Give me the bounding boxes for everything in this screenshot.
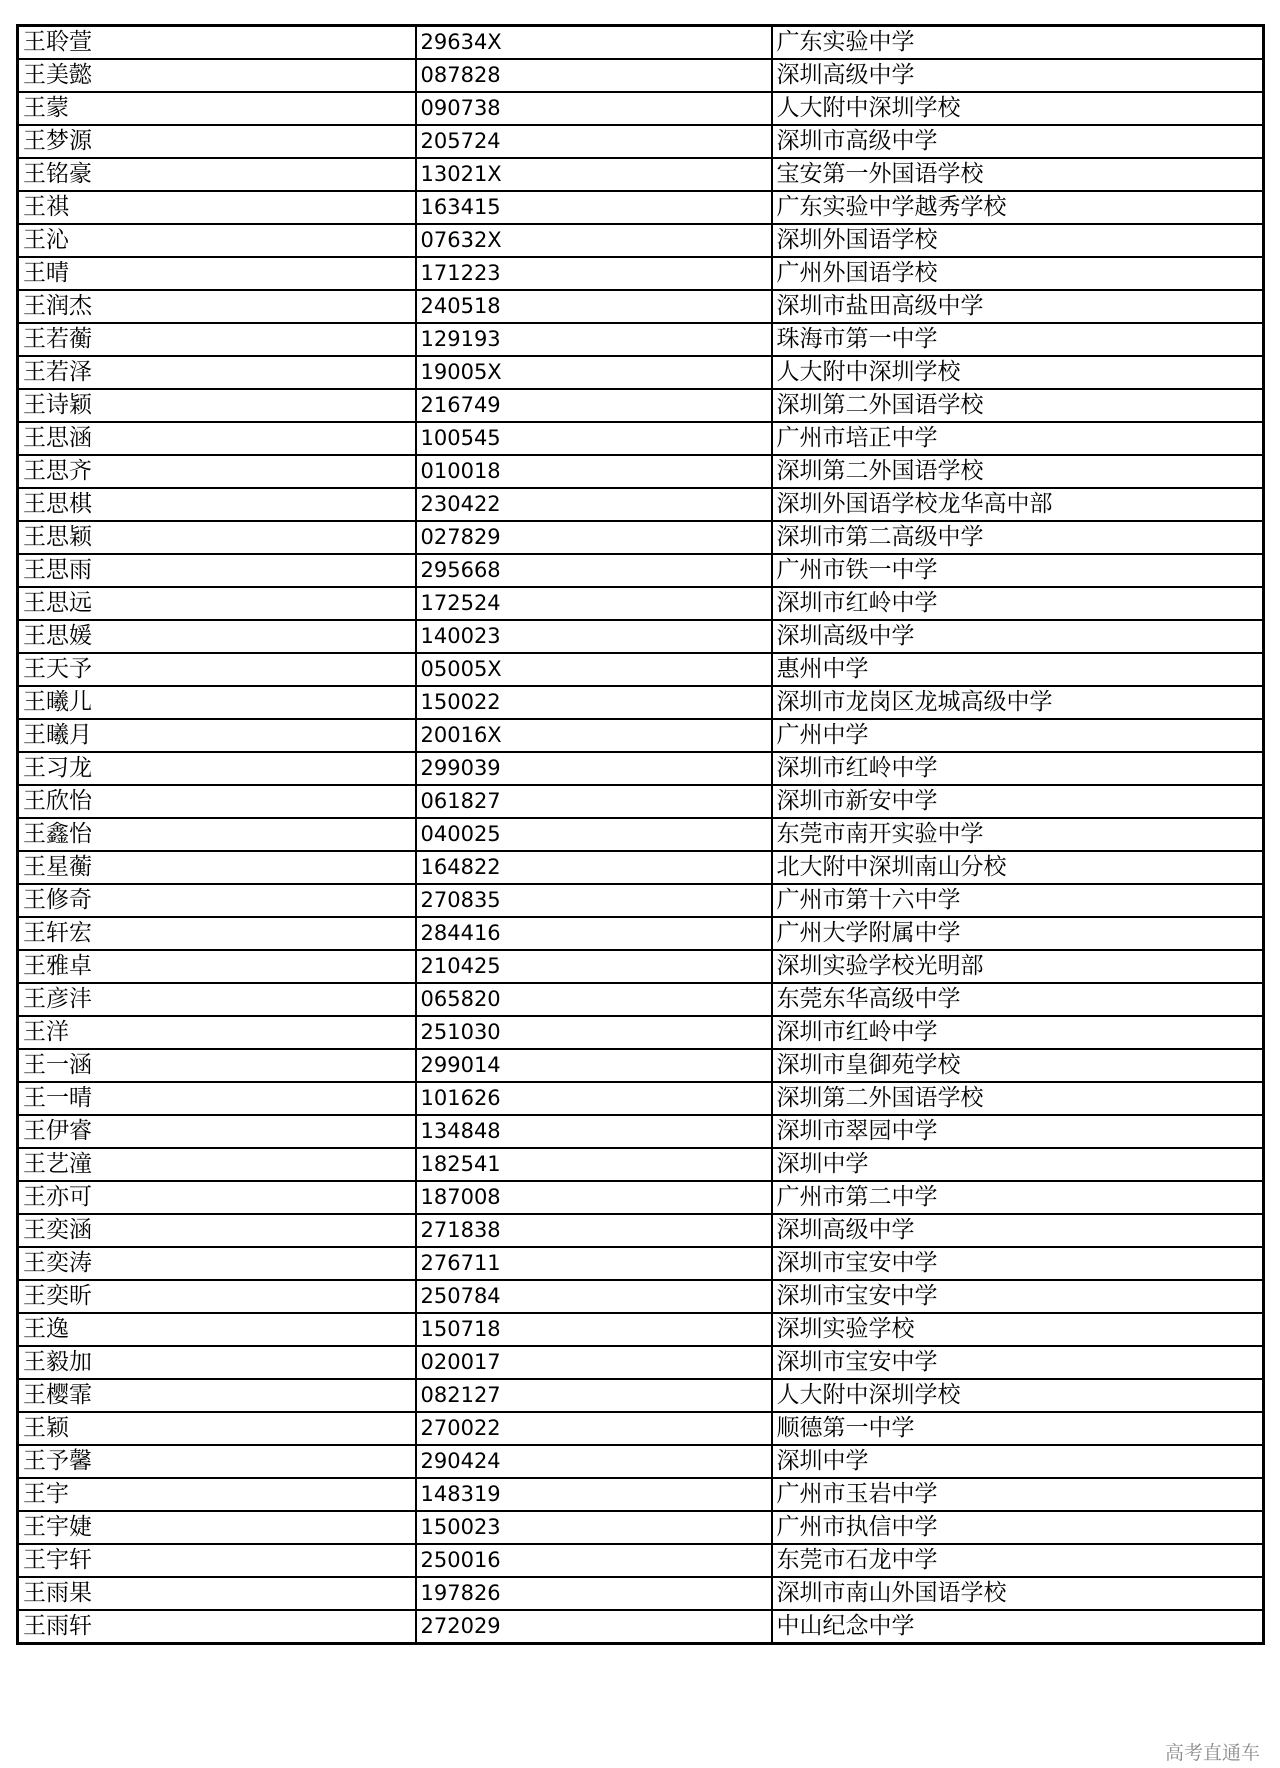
table-row: [18, 257, 1264, 290]
student-id-cell: 065820: [416, 983, 772, 1016]
table-row: [18, 455, 1264, 488]
student-id-cell: 150022: [416, 686, 772, 719]
school-name-cell: 深圳市新安中学: [772, 785, 1264, 818]
school-name-cell: 深圳市宝安中学: [772, 1280, 1264, 1313]
table-row: [18, 620, 1264, 653]
table-row: [18, 785, 1264, 818]
student-name-cell: 王思颖: [18, 521, 416, 554]
student-id-cell: 250784: [416, 1280, 772, 1313]
student-name-cell: 王天予: [18, 653, 416, 686]
student-id-cell: 13021X: [416, 158, 772, 191]
table-row: [18, 884, 1264, 917]
student-id-cell: 087828: [416, 59, 772, 92]
table-row: [18, 1115, 1264, 1148]
student-id-cell: 240518: [416, 290, 772, 323]
student-name-cell: 王奕涵: [18, 1214, 416, 1247]
student-id-cell: 082127: [416, 1379, 772, 1412]
table-row: [18, 1082, 1264, 1115]
student-name-cell: 王思雨: [18, 554, 416, 587]
school-name-cell: 深圳中学: [772, 1148, 1264, 1181]
table-row: [18, 1577, 1264, 1610]
school-name-cell: 深圳市宝安中学: [772, 1247, 1264, 1280]
student-id-cell: 250016: [416, 1544, 772, 1577]
school-name-cell: 东莞市南开实验中学: [772, 818, 1264, 851]
student-id-cell: 216749: [416, 389, 772, 422]
student-name-cell: 王思媛: [18, 620, 416, 653]
school-name-cell: 深圳第二外国语学校: [772, 1082, 1264, 1115]
student-name-cell: 王雅卓: [18, 950, 416, 983]
student-name-cell: 王彦沣: [18, 983, 416, 1016]
student-id-cell: 150023: [416, 1511, 772, 1544]
student-name-cell: 王铭豪: [18, 158, 416, 191]
student-name-cell: 王沁: [18, 224, 416, 257]
student-name-cell: 王宇轩: [18, 1544, 416, 1577]
watermark: 高考直通车: [1164, 1742, 1260, 1764]
table-row: [18, 1478, 1264, 1511]
school-name-cell: 深圳外国语学校龙华高中部: [772, 488, 1264, 521]
school-name-cell: 深圳市红岭中学: [772, 587, 1264, 620]
student-id-cell: 271838: [416, 1214, 772, 1247]
school-name-cell: 北大附中深圳南山分校: [772, 851, 1264, 884]
table-row: [18, 92, 1264, 125]
student-id-cell: 251030: [416, 1016, 772, 1049]
student-name-cell: 王思齐: [18, 455, 416, 488]
student-id-cell: 290424: [416, 1445, 772, 1478]
student-id-cell: 284416: [416, 917, 772, 950]
table-row: [18, 26, 1264, 60]
student-id-cell: 210425: [416, 950, 772, 983]
school-name-cell: 广州市玉岩中学: [772, 1478, 1264, 1511]
school-name-cell: 深圳实验学校光明部: [772, 950, 1264, 983]
table-row: [18, 191, 1264, 224]
school-name-cell: 深圳高级中学: [772, 59, 1264, 92]
table-row: [18, 1181, 1264, 1214]
student-id-cell: 276711: [416, 1247, 772, 1280]
table-row: [18, 59, 1264, 92]
student-name-cell: 王鑫怡: [18, 818, 416, 851]
table-row: [18, 1412, 1264, 1445]
school-name-cell: 深圳高级中学: [772, 1214, 1264, 1247]
school-name-cell: 广州市执信中学: [772, 1511, 1264, 1544]
table-row: [18, 521, 1264, 554]
school-name-cell: 人大附中深圳学校: [772, 1379, 1264, 1412]
student-id-cell: 230422: [416, 488, 772, 521]
table-row: [18, 1346, 1264, 1379]
school-name-cell: 中山纪念中学: [772, 1610, 1264, 1644]
student-name-cell: 王若蘅: [18, 323, 416, 356]
student-id-cell: 272029: [416, 1610, 772, 1644]
student-id-cell: 163415: [416, 191, 772, 224]
student-id-cell: 07632X: [416, 224, 772, 257]
table-row: [18, 1544, 1264, 1577]
table-row: [18, 1148, 1264, 1181]
school-name-cell: 深圳第二外国语学校: [772, 455, 1264, 488]
school-name-cell: 广东实验中学: [772, 26, 1264, 60]
student-id-cell: 129193: [416, 323, 772, 356]
table-row: [18, 1049, 1264, 1082]
table-row: [18, 587, 1264, 620]
student-name-cell: 王习龙: [18, 752, 416, 785]
student-id-cell: 187008: [416, 1181, 772, 1214]
table-row: [18, 389, 1264, 422]
student-name-cell: 王若泽: [18, 356, 416, 389]
student-name-cell: 王曦月: [18, 719, 416, 752]
student-table: [16, 24, 1265, 1645]
table-row: [18, 1247, 1264, 1280]
table-row: [18, 719, 1264, 752]
table-row: [18, 1610, 1264, 1644]
school-name-cell: 东莞东华高级中学: [772, 983, 1264, 1016]
student-id-cell: 20016X: [416, 719, 772, 752]
student-id-cell: 148319: [416, 1478, 772, 1511]
table-row: [18, 983, 1264, 1016]
student-name-cell: 王一涵: [18, 1049, 416, 1082]
student-name-cell: 王思涵: [18, 422, 416, 455]
table-row: [18, 1445, 1264, 1478]
student-name-cell: 王予馨: [18, 1445, 416, 1478]
student-id-cell: 020017: [416, 1346, 772, 1379]
table-row: [18, 488, 1264, 521]
table-row: [18, 125, 1264, 158]
school-name-cell: 广州大学附属中学: [772, 917, 1264, 950]
student-id-cell: 027829: [416, 521, 772, 554]
student-name-cell: 王修奇: [18, 884, 416, 917]
table-row: [18, 1379, 1264, 1412]
student-name-cell: 王诗颖: [18, 389, 416, 422]
student-name-cell: 王思棋: [18, 488, 416, 521]
student-name-cell: 王宇婕: [18, 1511, 416, 1544]
student-name-cell: 王曦儿: [18, 686, 416, 719]
school-name-cell: 深圳中学: [772, 1445, 1264, 1478]
school-name-cell: 深圳市南山外国语学校: [772, 1577, 1264, 1610]
table-row: [18, 653, 1264, 686]
school-name-cell: 深圳市宝安中学: [772, 1346, 1264, 1379]
table-row: [18, 224, 1264, 257]
student-id-cell: 205724: [416, 125, 772, 158]
student-name-cell: 王奕涛: [18, 1247, 416, 1280]
student-id-cell: 164822: [416, 851, 772, 884]
school-name-cell: 广东实验中学越秀学校: [772, 191, 1264, 224]
school-name-cell: 深圳第二外国语学校: [772, 389, 1264, 422]
student-name-cell: 王雨轩: [18, 1610, 416, 1644]
school-name-cell: 宝安第一外国语学校: [772, 158, 1264, 191]
table-row: [18, 752, 1264, 785]
student-id-cell: 182541: [416, 1148, 772, 1181]
school-name-cell: 深圳市翠园中学: [772, 1115, 1264, 1148]
school-name-cell: 深圳市高级中学: [772, 125, 1264, 158]
student-name-cell: 王梦源: [18, 125, 416, 158]
table-row: [18, 323, 1264, 356]
school-name-cell: 深圳市盐田高级中学: [772, 290, 1264, 323]
student-name-cell: 王雨果: [18, 1577, 416, 1610]
school-name-cell: 顺德第一中学: [772, 1412, 1264, 1445]
school-name-cell: 广州市铁一中学: [772, 554, 1264, 587]
school-name-cell: 深圳外国语学校: [772, 224, 1264, 257]
student-id-cell: 299014: [416, 1049, 772, 1082]
table-row: [18, 1280, 1264, 1313]
school-name-cell: 深圳高级中学: [772, 620, 1264, 653]
table-row: [18, 290, 1264, 323]
student-name-cell: 王颖: [18, 1412, 416, 1445]
student-id-cell: 134848: [416, 1115, 772, 1148]
student-name-cell: 王亦可: [18, 1181, 416, 1214]
student-id-cell: 140023: [416, 620, 772, 653]
table-row: [18, 356, 1264, 389]
school-name-cell: 珠海市第一中学: [772, 323, 1264, 356]
table-row: [18, 554, 1264, 587]
school-name-cell: 深圳市红岭中学: [772, 1016, 1264, 1049]
school-name-cell: 广州市第十六中学: [772, 884, 1264, 917]
student-id-cell: 150718: [416, 1313, 772, 1346]
student-name-cell: 王樱霏: [18, 1379, 416, 1412]
school-name-cell: 深圳实验学校: [772, 1313, 1264, 1346]
student-id-cell: 19005X: [416, 356, 772, 389]
student-name-cell: 王一晴: [18, 1082, 416, 1115]
table-row: [18, 851, 1264, 884]
student-name-cell: 王美懿: [18, 59, 416, 92]
student-name-cell: 王蒙: [18, 92, 416, 125]
student-name-cell: 王洋: [18, 1016, 416, 1049]
student-id-cell: 05005X: [416, 653, 772, 686]
table-row: [18, 1511, 1264, 1544]
student-name-cell: 王轩宏: [18, 917, 416, 950]
student-id-cell: 010018: [416, 455, 772, 488]
student-name-cell: 王聆萱: [18, 26, 416, 60]
student-id-cell: 197826: [416, 1577, 772, 1610]
table-row: [18, 917, 1264, 950]
school-name-cell: 深圳市皇御苑学校: [772, 1049, 1264, 1082]
table-row: [18, 158, 1264, 191]
school-name-cell: 深圳市红岭中学: [772, 752, 1264, 785]
student-id-cell: 299039: [416, 752, 772, 785]
student-id-cell: 061827: [416, 785, 772, 818]
student-id-cell: 295668: [416, 554, 772, 587]
school-name-cell: 广州市第二中学: [772, 1181, 1264, 1214]
student-id-cell: 270835: [416, 884, 772, 917]
student-name-cell: 王欣怡: [18, 785, 416, 818]
student-name-cell: 王宇: [18, 1478, 416, 1511]
table-row: [18, 1313, 1264, 1346]
student-id-cell: 171223: [416, 257, 772, 290]
student-id-cell: 100545: [416, 422, 772, 455]
student-name-cell: 王星蘅: [18, 851, 416, 884]
school-name-cell: 人大附中深圳学校: [772, 92, 1264, 125]
student-name-cell: 王润杰: [18, 290, 416, 323]
student-id-cell: 090738: [416, 92, 772, 125]
school-name-cell: 东莞市石龙中学: [772, 1544, 1264, 1577]
student-table-body: [18, 26, 1264, 1644]
school-name-cell: 深圳市第二高级中学: [772, 521, 1264, 554]
student-name-cell: 王逸: [18, 1313, 416, 1346]
table-row: [18, 1016, 1264, 1049]
student-name-cell: 王晴: [18, 257, 416, 290]
student-id-cell: 172524: [416, 587, 772, 620]
school-name-cell: 人大附中深圳学校: [772, 356, 1264, 389]
school-name-cell: 广州中学: [772, 719, 1264, 752]
table-row: [18, 422, 1264, 455]
student-name-cell: 王奕昕: [18, 1280, 416, 1313]
table-row: [18, 686, 1264, 719]
student-id-cell: 101626: [416, 1082, 772, 1115]
school-name-cell: 广州外国语学校: [772, 257, 1264, 290]
student-id-cell: 29634X: [416, 26, 772, 60]
school-name-cell: 惠州中学: [772, 653, 1264, 686]
school-name-cell: 广州市培正中学: [772, 422, 1264, 455]
student-name-cell: 王思远: [18, 587, 416, 620]
student-name-cell: 王毅加: [18, 1346, 416, 1379]
student-name-cell: 王祺: [18, 191, 416, 224]
table-row: [18, 818, 1264, 851]
student-id-cell: 040025: [416, 818, 772, 851]
student-name-cell: 王伊睿: [18, 1115, 416, 1148]
student-id-cell: 270022: [416, 1412, 772, 1445]
table-row: [18, 1214, 1264, 1247]
table-row: [18, 950, 1264, 983]
student-name-cell: 王艺潼: [18, 1148, 416, 1181]
school-name-cell: 深圳市龙岗区龙城高级中学: [772, 686, 1264, 719]
